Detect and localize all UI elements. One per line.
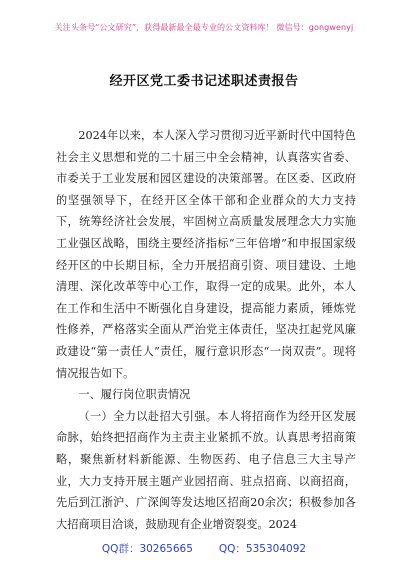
header-promo-note: 关注头条号“公文研究”，获得最新最全最专业的公文资料库！ 微信号：gongwenyj <box>54 23 354 32</box>
qq-group-number: QQ群：30265665 <box>101 543 193 555</box>
qq-number: QQ：535304092 <box>218 543 307 555</box>
paragraph-intro: 2024年以来，本人深入学习贯彻习近平新时代中国特色社会主义思想和党的二十届三中全会精神，认真落实省委、市委关于工业发展和园区建设的决策部署。在区委、区政府的坚强领导下，在经开区全体干部和企业群众的大力支持下，统筹经济社会发展，牢固树立高质量发展理念大力实施工业强区战略，围绕主要经济指标“三年倍增”和申报国家级经开区的中长期目标，全力开展招商引资、项目建设、土地清理、深化改革等中心工作，取得一定的成果。此外，本人在工作和生活中不断强化自身建设，提高能力素质，锤炼党性修养，严格落实全面从严治党主体责任，坚决扛起党风廉政建设“第一责任人”责任，履行意识形态“一岗双责”。现将情况报告如下。 <box>56 129 356 380</box>
paragraph-investment: （一）全力以赴招大引强。本人将招商作为经开区发展命脉，始终把招商作为主责主业紧抓不放。认真思考招商策略，聚焦新材料新能源、生物医药、电子信息三大主导产业，大力支持开展主题产业园招商、驻点招商、以商招商，先后到江浙沪、广深闽等发达地区招商20余次；积极参加各大招商项目洽谈，鼓励现有企业增资裂变。2024 <box>56 409 356 531</box>
section-heading: 一、履行岗位职责情况 <box>78 388 191 402</box>
footer-contact <box>0 541 408 556</box>
document-title: 经开区党工委书记述职述责报告 <box>109 74 299 89</box>
document-body <box>56 125 356 535</box>
